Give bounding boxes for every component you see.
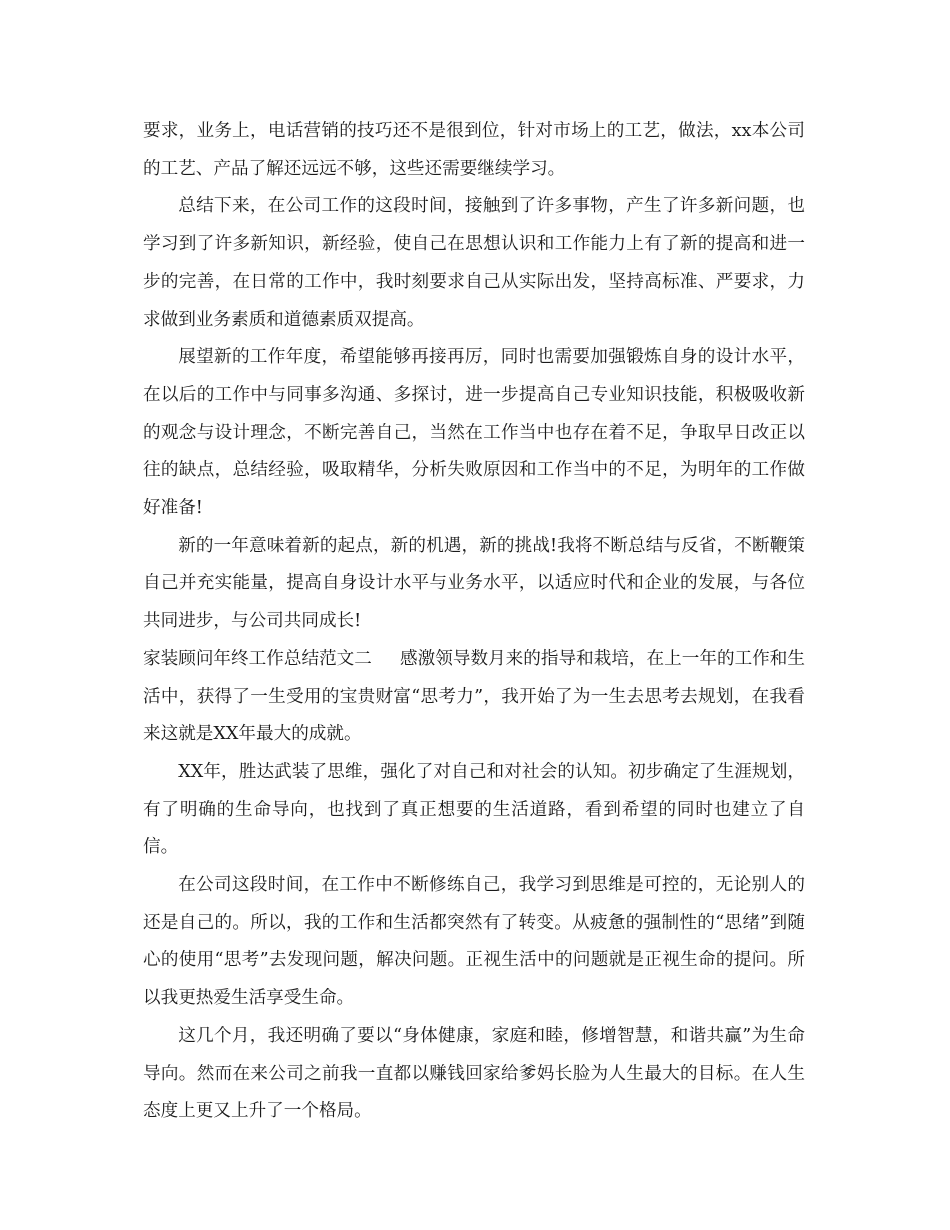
section-title: 家装顾问年终工作总结范文二 [143,648,372,669]
paragraph-months: 这几个月，我还明确了要以“身体健康，家庭和睦，修增智慧，和谐共赢”为生命导向。然而在来公司之前我一直都以赚钱回家给爹妈长脸为人生最大的目标。在人生态度上更又上升了一个格局。 [143,1025,805,1122]
paragraph-xx-year: XX年，胜达武装了思维，强化了对自己和对社会的认知。初步确定了生涯规划，有了明确的生命导向，也找到了真正想要的生活道路，看到希望的同时也建立了自信。 [143,761,805,858]
document-body [143,113,805,1131]
paragraph-company-time: 在公司这段时间，在工作中不断修练自己，我学习到思维是可控的，无论别人的还是自己的。所以，我的工作和生活都突然有了转变。从疲惫的强制性的“思绪”到随心的使用“思考”去发现问题，解决问题。正视生活中的问题就是正视生命的提问。所以我更热爱生活享受生命。 [143,875,805,1009]
paragraph-new-year: 新的一年意味着新的起点，新的机遇，新的挑战!我将不断总结与反省，不断鞭策自己并充实能量，提高自身设计水平与业务水平，以适应时代和企业的发展，与各位共同进步，与公司共同成长! [143,535,805,632]
section-heading-paragraph [143,641,805,754]
paragraph-summary: 总结下来，在公司工作的这段时间，接触到了许多事物，产生了许多新问题，也学习到了许多新知识，新经验，使自己在思想认识和工作能力上有了新的提高和进一步的完善，在日常的工作中，我时刻要求自己从实际出发，坚持高标准、严要求，力求做到业务素质和道德素质双提高。 [143,196,805,330]
section-first-paragraph: 感激领导数月来的指导和栽培，在上一年的工作和生活中，获得了一生受用的宝贵财富“思考力”，我开始了为一生去思考去规划，在我看来这就是XX年最大的成就。 [143,648,805,745]
paragraph-continued: 要求，业务上，电话营销的技巧还不是很到位，针对市场上的工艺，做法，xx本公司的工艺、产品了解还远远不够，这些还需要继续学习。 [143,121,805,179]
paragraph-outlook: 展望新的工作年度，希望能够再接再厉，同时也需要加强锻炼自身的设计水平，在以后的工作中与同事多沟通、多探讨，进一步提高自己专业知识技能，积极吸收新的观念与设计理念，不断完善自己，当然在工作当中也存在着不足，争取早日改正以往的缺点，总结经验，吸取精华，分析失败原因和工作当中的不足，为明年的工作做好准备! [143,347,805,519]
